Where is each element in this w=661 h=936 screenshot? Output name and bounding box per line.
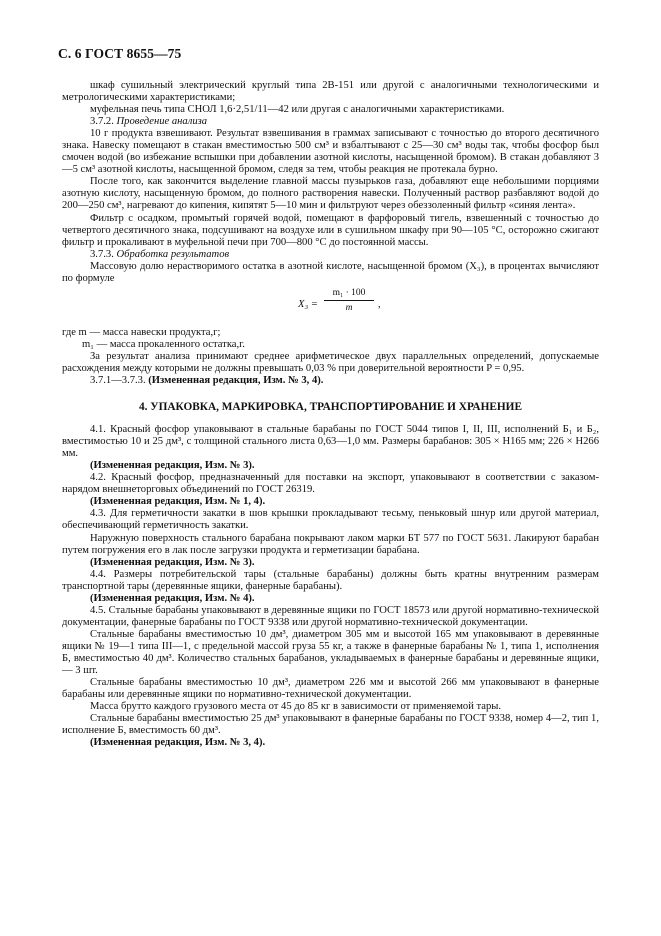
paragraph: шкаф сушильный электрический круглый типа 2В-151 или другой с аналогичными технологическими и метрологическими характеристиками; [62, 80, 599, 104]
paragraph: Стальные барабаны вместимостью 10 дм³, диаметром 305 мм и высотой 165 мм упаковывают в деревянные ящики № 19—1 типа III—1, с предельной массой груза 55 кг, а также в фанерные барабаны № 1, типа 1, исполнения Б, вместимостью 40 дм³. Количество стальных барабанов, укладываемых в фанерные барабаны и деревянные ящики, — 3 шт. [62, 628, 599, 677]
formula-denominator: m [345, 302, 353, 313]
paragraph: 10 г продукта взвешивают. Результат взвешивания в граммах записывают с точностью до второго десятичного знака. Навеску помещают в стакан вместимостью 500 см³ и взбалтывают с 25—30 см³ воды так, чтобы фосфор был смочен водой (во избежание вспышки при добавлении азотной кислоты, насыщенной бромом). В стакан добавляют 3—5 см³ азотной кислоты, насыщенной бромом, следя за тем, чтобы реакция не протекала бурно. [62, 128, 599, 176]
revision-note: (Измененная редакция, Изм. № 4). [90, 592, 255, 604]
revision-note [62, 375, 599, 387]
subsection-title: Обработка результатов [116, 248, 230, 260]
section-heading-4: 4. УПАКОВКА, МАРКИРОВКА, ТРАНСПОРТИРОВАНИЕ И ХРАНЕНИЕ [139, 401, 522, 414]
subsection-title: Проведение анализа [116, 116, 208, 128]
subsection-heading-3-7-2 [62, 116, 599, 128]
paragraph: 4.1. Красный фосфор упаковывают в стальные барабаны по ГОСТ 5044 типов I, II, III, исполнений Б₁ и Б₂, вместимостью 10 и 25 дм³, с толщиной стального листа 0,63—1,0 мм. Размеры барабанов: 305 × H165 мм; 226 × H266 мм. [62, 424, 599, 460]
paragraph: Фильтр с осадком, промытый горячей водой, помещают в фарфоровый тигель, взвешенный с точностью до четвертого десятичного знака, подсушивают на воздухе или в сушильном шкафу при 90—105 °С, осторожно сжигают фильтр и прокаливают в муфельной печи при 700—800 °С до постоянной массы. [62, 212, 599, 248]
paragraph: 4.2. Красный фосфор, предназначенный для поставки на экспорт, упаковывают в соответствии с заказом-нарядом внешнеторговых объединений по ГОСТ 26319. [62, 472, 599, 496]
formula-fraction [324, 287, 374, 314]
formula [62, 287, 599, 325]
paragraph: Массовую долю нерастворимого остатка в азотной кислоте, насыщенной бромом (X₃), в процентах вычисляют по формуле [62, 260, 599, 284]
formula-legend-m1: m₁ — масса прокаленного остатка,г. [82, 338, 245, 350]
paragraph: Стальные барабаны вместимостью 10 дм³, диаметром 226 мм и высотой 266 мм упаковывают в фанерные барабаны или деревянные ящики по нормативно-технической документации. [62, 677, 599, 701]
paragraph: Масса брутто каждого грузового места от 45 до 85 кг в зависимости от применяемой тары. [90, 701, 502, 713]
subsection-number: 3.7.2. [90, 116, 114, 128]
paragraph: 4.5. Стальные барабаны упаковывают в деревянные ящики по ГОСТ 18573 или другой нормативно-технической документации, фанерные барабаны по ГОСТ 9338 или другой нормативно-технической документации. [62, 604, 599, 628]
subsection-number: 3.7.3. [90, 248, 114, 260]
paragraph: муфельная печь типа СНОЛ 1,6·2,51/11—42 или другая с аналогичными характеристиками. [90, 104, 505, 116]
revision-note: (Измененная редакция, Изм. № 3). [90, 556, 255, 568]
revision-note: (Измененная редакция, Изм. № 3). [90, 460, 255, 472]
subsection-heading-3-7-3 [62, 249, 599, 261]
revision-note: (Измененная редакция, Изм. № 3, 4). [90, 737, 266, 749]
paragraph: Стальные барабаны вместимостью 25 дм³ упаковывают в фанерные барабаны по ГОСТ 9338, номер 4—2, тип 1, исполнение Б, вместимость 60 дм³. [62, 713, 599, 737]
formula-lhs: X₃ = [298, 298, 318, 310]
paragraph: После того, как закончится выделение главной массы пузырьков газа, добавляют еще небольшими порциями азотную кислоту, насыщенную бромом, до полного растворения навески. Полученный раствор разбавляют водой до 200—250 см³, нагревают до кипения, кипятят 5—10 мин и фильтруют через обеззоленный фильтр «синяя лента». [62, 176, 599, 212]
paragraph: 4.3. Для герметичности закатки в шов крышки прокладывают тесьму, пеньковый шнур или другой материал, обеспечивающий герметичность закатки. [62, 508, 599, 532]
formula-comma: , [378, 298, 381, 310]
paragraph: 4.4. Размеры потребительской тары (стальные барабаны) должны быть кратны внутренним размерам транспортной тары (деревянные ящики, фанерные барабаны). [62, 568, 599, 592]
paragraph: Наружную поверхность стального барабана покрывают лаком марки БТ 577 по ГОСТ 5631. Лакируют барабан путем погружения его в лак после загрузки продукта и герметизации барабана. [62, 532, 599, 556]
paragraph: За результат анализа принимают среднее арифметическое двух параллельных определений, допускаемые расхождения между которыми не должны превышать 0,03 % при доверительной вероятности P = 0,95. [62, 350, 599, 374]
formula-legend-m: где m — масса навески продукта,г; [62, 326, 221, 338]
formula-numerator: m₁ · 100 [324, 287, 374, 301]
page-header: С. 6 ГОСТ 8655—75 [58, 46, 182, 61]
revision-text: (Измененная редакция, Изм. № 3, 4). [148, 374, 324, 386]
revision-note: (Измененная редакция, Изм. № 1, 4). [90, 496, 266, 508]
document-body [62, 80, 599, 749]
revision-clauses: 3.7.1—3.7.3. [90, 374, 146, 386]
